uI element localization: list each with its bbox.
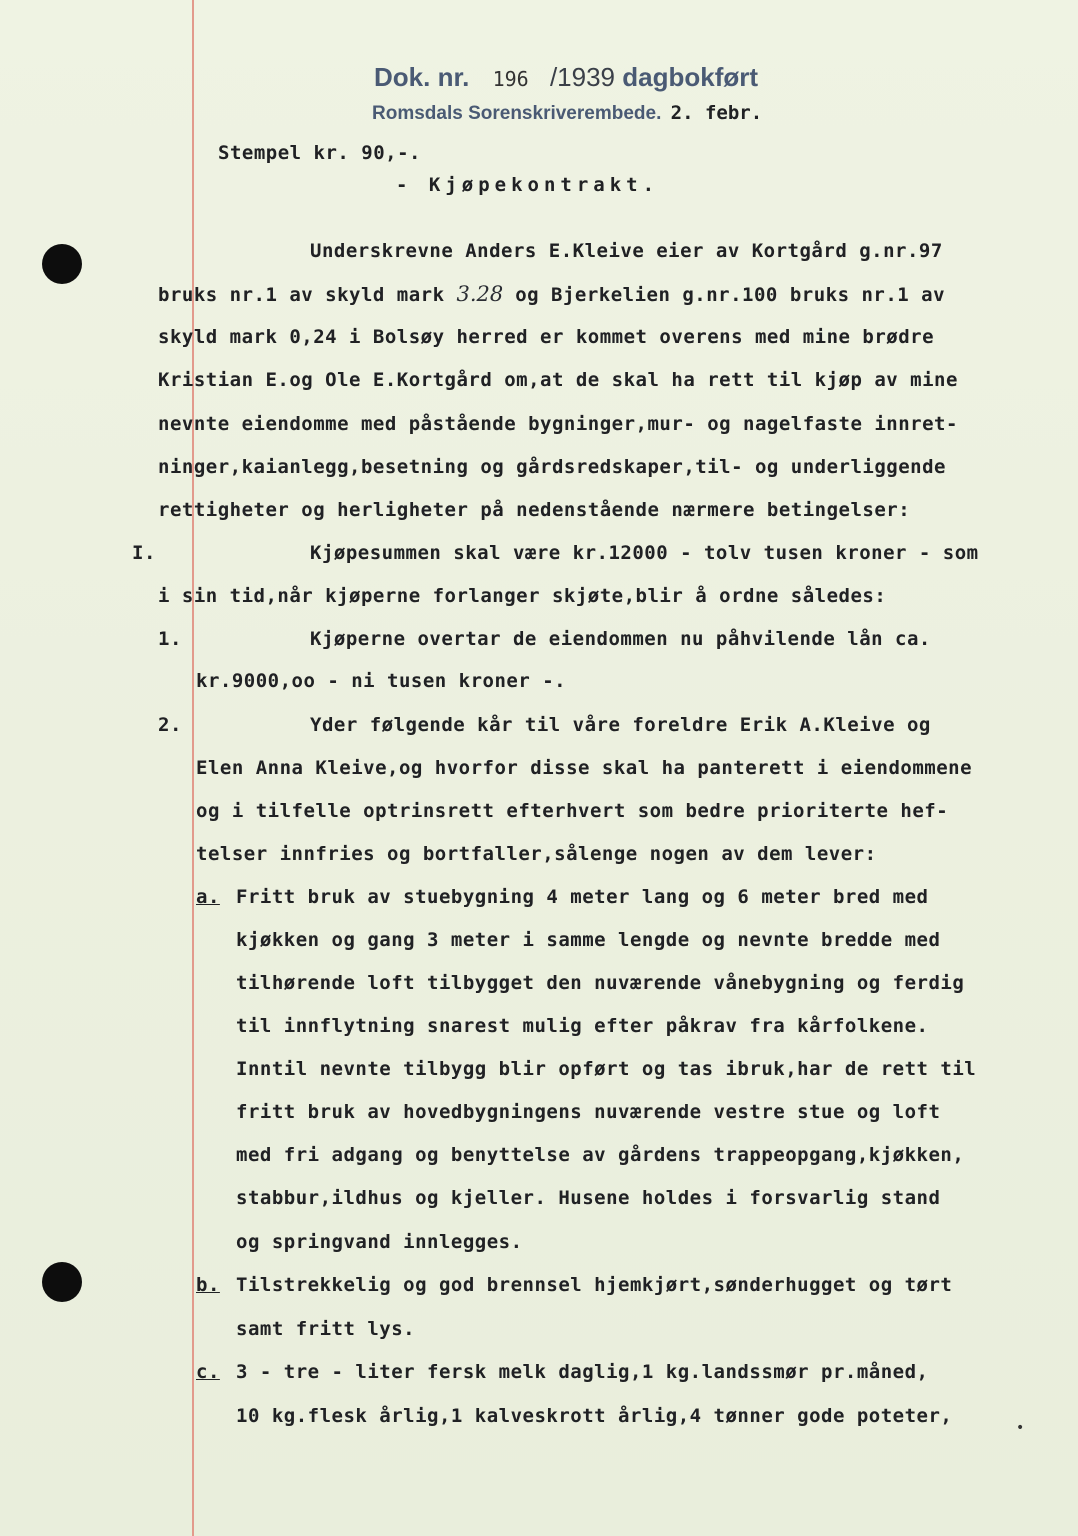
body-line-7: rettigheter og herligheter på nedenstående nærmere betingelser: — [158, 499, 911, 521]
doc-number: 196 — [492, 67, 529, 91]
document-title: - Kjøpekontrakt. — [396, 174, 660, 196]
marker-b: b. — [196, 1274, 220, 1296]
marker-roman-1: I. — [132, 542, 156, 564]
body-line-21: fritt bruk av hovedbygningens nuværende vestre stue og loft — [236, 1101, 941, 1123]
punch-hole-bottom — [42, 1262, 82, 1302]
body-line-23: stabbur,ildhus og kjeller. Husene holdes i forsvarlig stand — [236, 1187, 941, 1209]
registration-stamp-line2 — [372, 102, 762, 125]
punch-hole-top — [42, 244, 82, 284]
body-line-2-suffix: og Bjerkelien g.nr.100 bruks nr.1 av — [515, 284, 946, 306]
body-line-14: og i tilfelle optrinsrett efterhvert som bedre prioriterte hef- — [196, 800, 949, 822]
body-line-3: skyld mark 0,24 i Bolsøy herred er kommet overens med mine brødre — [158, 326, 935, 348]
body-line-17: kjøkken og gang 3 meter i samme lengde og nevnte bredde med — [236, 929, 941, 951]
marker-1: 1. — [158, 628, 182, 650]
stamp-prefix: Dok. nr. — [374, 62, 470, 92]
body-line-24: og springvand innlegges. — [236, 1231, 523, 1253]
body-line-28: 10 kg.flesk årlig,1 kalveskrott årlig,4 tønner gode poteter, — [236, 1405, 953, 1427]
body-line-4: Kristian E.og Ole E.Kortgård om,at de skal ha rett til kjøp av mine — [158, 369, 958, 391]
body-line-10: Kjøperne overtar de eiendommen nu påhvilende lån ca. — [310, 628, 931, 650]
body-line-25: Tilstrekkelig og god brennsel hjemkjørt,sønderhugget og tørt — [236, 1274, 953, 1296]
margin-line — [192, 0, 194, 1536]
body-line-6: ninger,kaianlegg,besetning og gårdsredskaper,til- og underliggende — [158, 456, 946, 478]
corner-mark: • — [1016, 1420, 1025, 1436]
body-line-11: kr.9000,oo - ni tusen kroner -. — [196, 670, 567, 692]
handwritten-skyld: 3.28 — [456, 282, 504, 306]
body-line-9: i sin tid,når kjøperne forlanger skjøte,blir å ordne således: — [158, 585, 887, 607]
body-line-18: tilhørende loft tilbygget den nuværende vånebygning og ferdig — [236, 972, 965, 994]
body-line-16: Fritt bruk av stuebygning 4 meter lang og 6 meter bred med — [236, 886, 929, 908]
body-line-13: Elen Anna Kleive,og hvorfor disse skal ha panterett i eiendommene — [196, 757, 973, 779]
stamp-office: Romsdals Sorenskriverembede. — [372, 103, 662, 124]
marker-c: c. — [196, 1361, 220, 1383]
stamp-date: 2. febr. — [670, 102, 763, 124]
stempel-line: Stempel kr. 90,-. — [218, 142, 421, 164]
body-line-22: med fri adgang og benyttelse av gårdens trappeopgang,kjøkken, — [236, 1144, 965, 1166]
stamp-year: /1939 — [549, 62, 616, 92]
body-line-2-prefix: bruks nr.1 av skyld mark — [158, 284, 445, 306]
body-line-15: telser innfries og bortfaller,sålenge nogen av dem lever: — [196, 843, 877, 865]
body-line-8: Kjøpesummen skal være kr.12000 - tolv tusen kroner - som — [310, 542, 979, 564]
body-line-20: Inntil nevnte tilbygg blir opført og tas ibruk,har de rett til — [236, 1058, 977, 1080]
body-line-27: 3 - tre - liter fersk melk daglig,1 kg.landssmør pr.måned, — [236, 1361, 929, 1383]
marker-a: a. — [196, 886, 220, 908]
registration-stamp-line1 — [374, 62, 758, 93]
marker-2: 2. — [158, 714, 182, 736]
body-line-1: Underskrevne Anders E.Kleive eier av Kortgård g.nr.97 — [310, 240, 943, 262]
body-line-19: til innflytning snarest mulig efter påkrav fra kårfolkene. — [236, 1015, 929, 1037]
body-line-5: nevnte eiendomme med påstående bygninger,mur- og nagelfaste innret- — [158, 413, 958, 435]
body-line-26: samt fritt lys. — [236, 1318, 416, 1340]
body-line-2 — [158, 282, 945, 306]
body-line-12: Yder følgende kår til våre foreldre Erik A.Kleive og — [310, 714, 931, 736]
stamp-suffix: dagbokført — [622, 62, 759, 92]
